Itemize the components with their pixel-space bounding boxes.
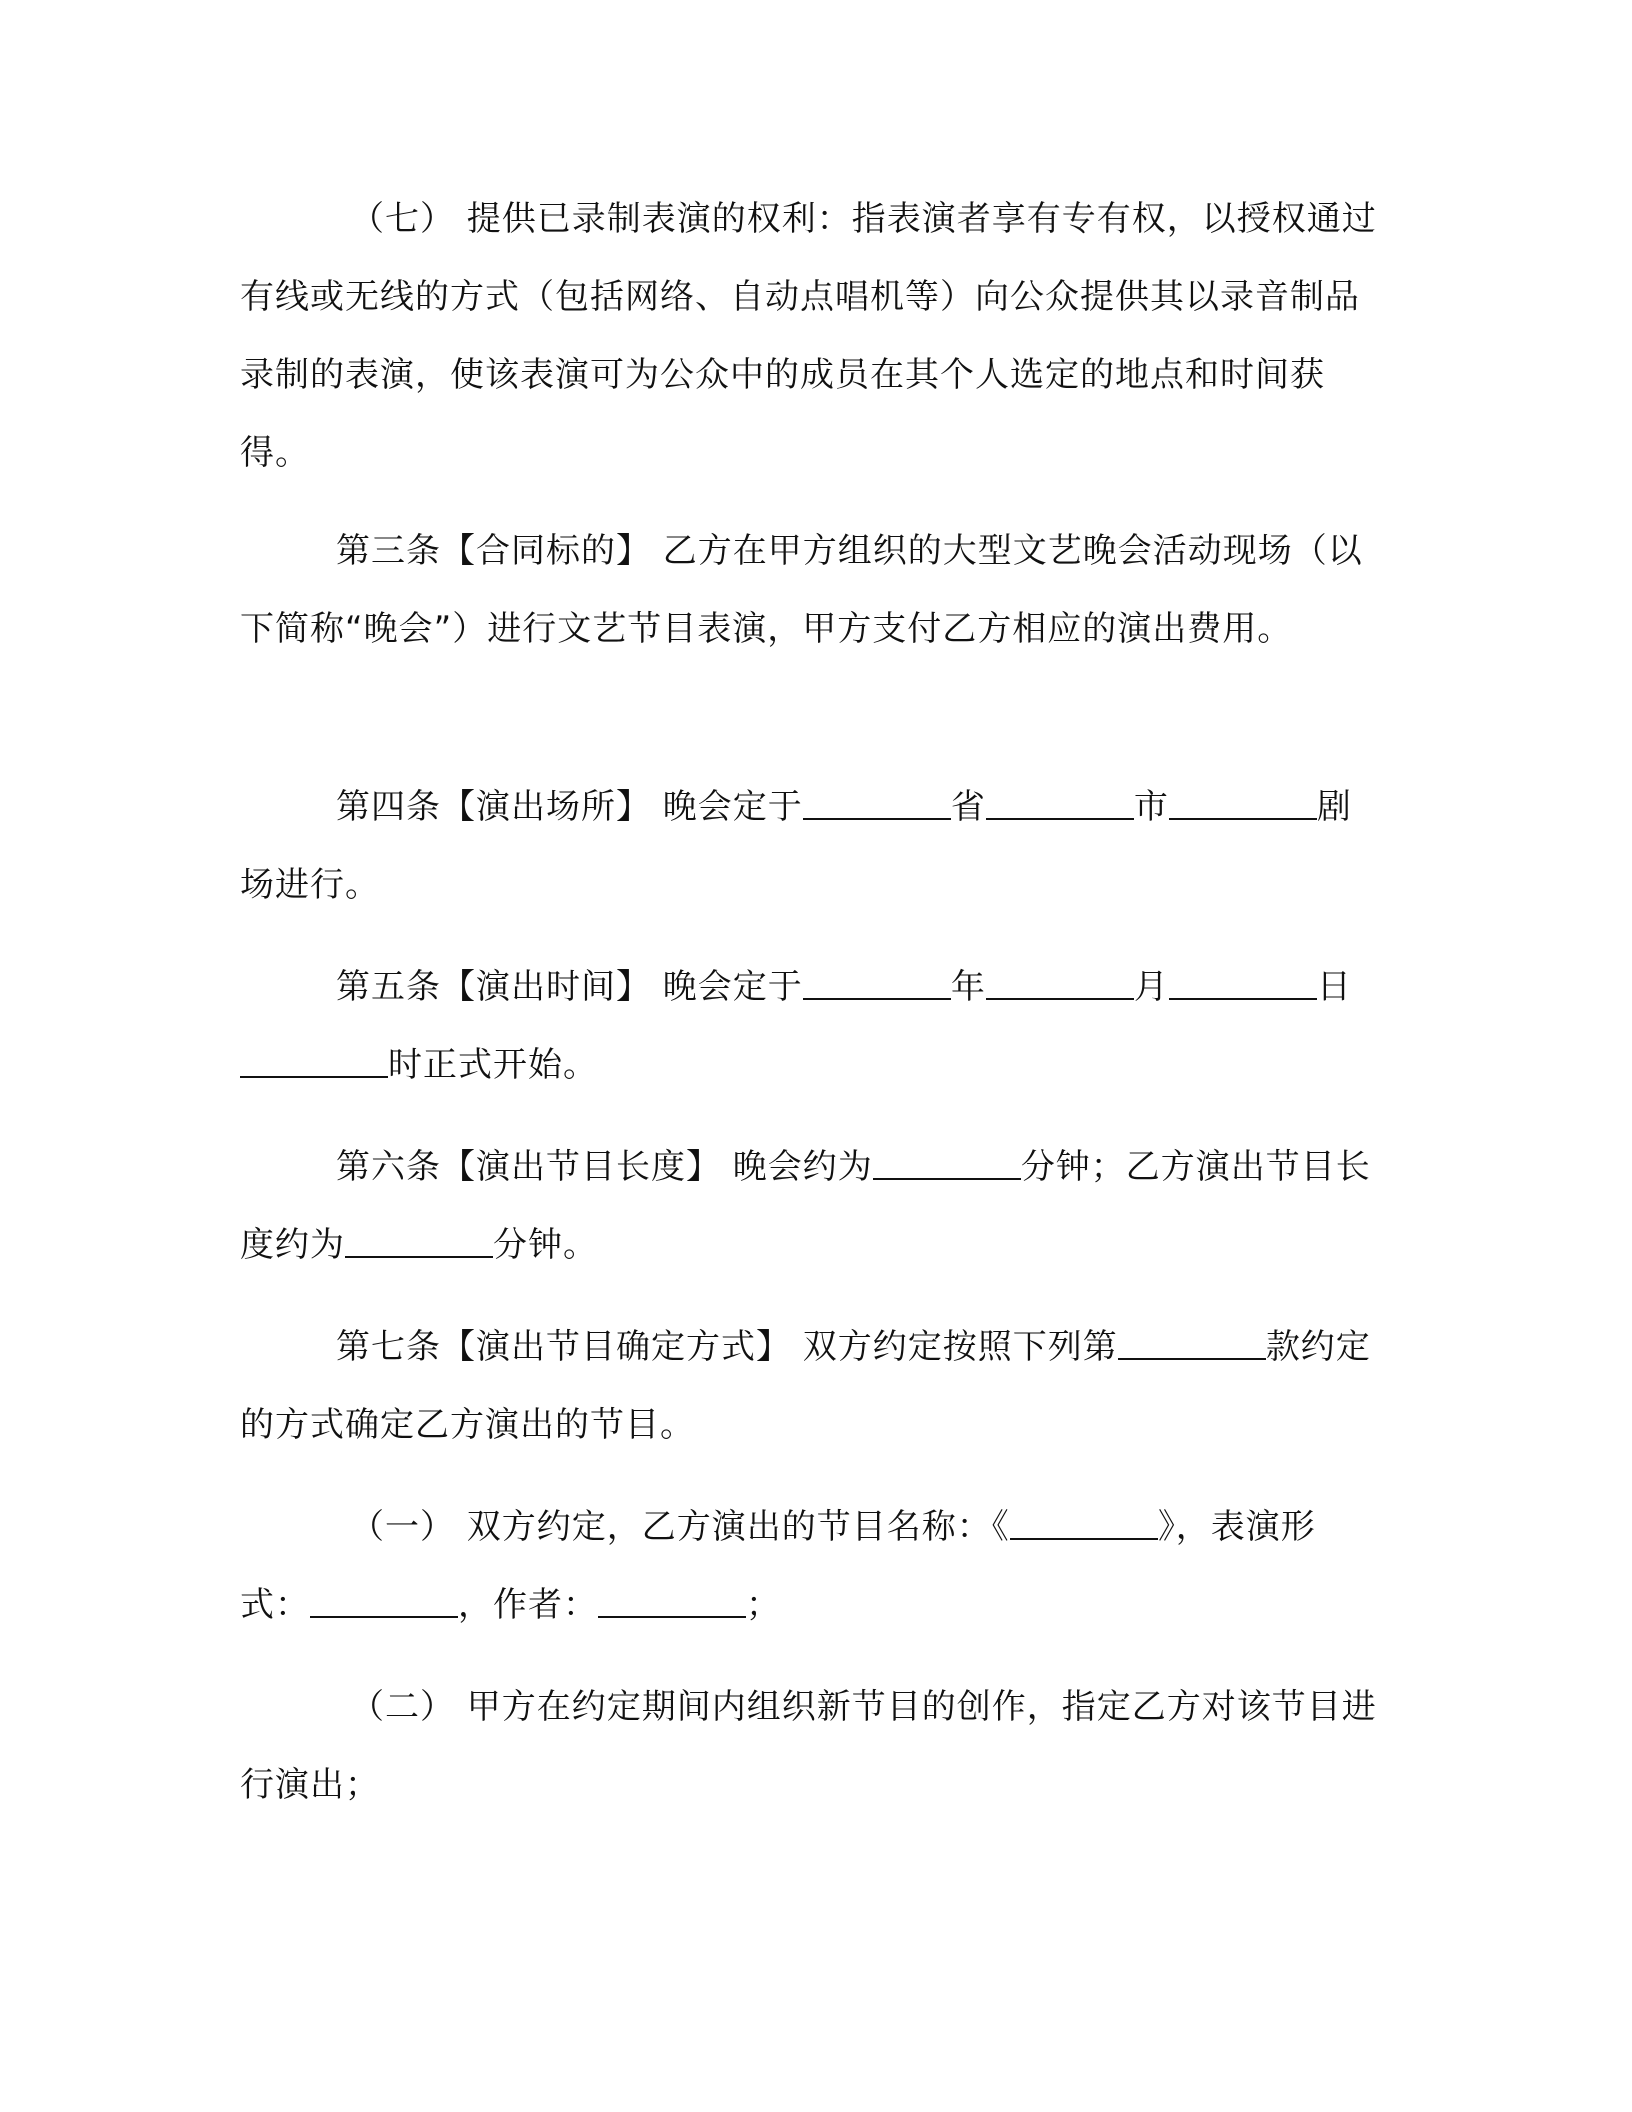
text-segment: 第六条【演出节目长度】 晚会约为 xyxy=(336,1147,873,1187)
clause-number-blank[interactable] xyxy=(1118,1328,1266,1360)
paragraph-text: （二） 甲方在约定期间内组织新节目的创作，指定乙方对该节目进行演出； xyxy=(240,1687,1377,1805)
program-duration-blank[interactable] xyxy=(345,1226,493,1258)
gala-duration-blank[interactable] xyxy=(873,1148,1021,1180)
author-blank[interactable] xyxy=(598,1586,746,1618)
paragraph-performance-right xyxy=(240,180,1380,492)
text-segment: 市 xyxy=(1133,787,1169,827)
text-segment: ； xyxy=(746,1585,781,1625)
text-segment: 省 xyxy=(950,787,986,827)
program-name-blank[interactable] xyxy=(1010,1508,1158,1540)
hour-blank[interactable] xyxy=(240,1046,388,1078)
option-two-new-program xyxy=(240,1668,1380,1824)
option-one-program xyxy=(240,1488,1380,1644)
text-segment: 时正式开始。 xyxy=(388,1045,598,1085)
text-segment: 年 xyxy=(950,967,986,1007)
text-segment: 第七条【演出节目确定方式】 双方约定按照下列第 xyxy=(336,1327,1118,1367)
province-blank[interactable] xyxy=(803,788,951,820)
text-segment: 第五条【演出时间】 晚会定于 xyxy=(336,967,803,1007)
article-4-venue xyxy=(240,768,1380,924)
text-segment: 月 xyxy=(1133,967,1169,1007)
text-segment: 》，表演形式： xyxy=(240,1507,1316,1625)
paragraph-text: 第三条【合同标的】 乙方在甲方组织的大型文艺晚会活动现场（以下简称“晚会”）进行文艺节目表演，甲方支付乙方相应的演出费用。 xyxy=(240,531,1363,649)
text-segment: 款约定的方式确定乙方演出的节目。 xyxy=(240,1327,1371,1445)
article-6-duration xyxy=(240,1128,1380,1284)
text-segment: 日 xyxy=(1316,967,1352,1007)
month-blank[interactable] xyxy=(986,968,1134,1000)
paragraph-text: （七） 提供已录制表演的权利：指表演者享有专有权，以授权通过有线或无线的方式（包括网络、自动点唱机等）向公众提供其以录音制品录制的表演，使该表演可为公众中的成员在其个人选定的地点和时间获得。 xyxy=(240,199,1377,473)
text-segment: 分钟。 xyxy=(493,1225,598,1265)
text-segment: ，作者： xyxy=(458,1585,598,1625)
city-blank[interactable] xyxy=(986,788,1134,820)
performance-form-blank[interactable] xyxy=(310,1586,458,1618)
theater-blank[interactable] xyxy=(1169,788,1317,820)
text-segment: 剧场进行。 xyxy=(240,787,1352,905)
year-blank[interactable] xyxy=(803,968,951,1000)
article-7-program-method xyxy=(240,1308,1380,1464)
text-segment: （一） 双方约定，乙方演出的节目名称：《 xyxy=(350,1507,1010,1547)
day-blank[interactable] xyxy=(1169,968,1317,1000)
article-5-time xyxy=(240,948,1380,1104)
text-segment: 分钟；乙方演出节目长度约为 xyxy=(240,1147,1371,1265)
article-3-contract-subject xyxy=(240,512,1380,668)
text-segment: 第四条【演出场所】 晚会定于 xyxy=(336,787,803,827)
